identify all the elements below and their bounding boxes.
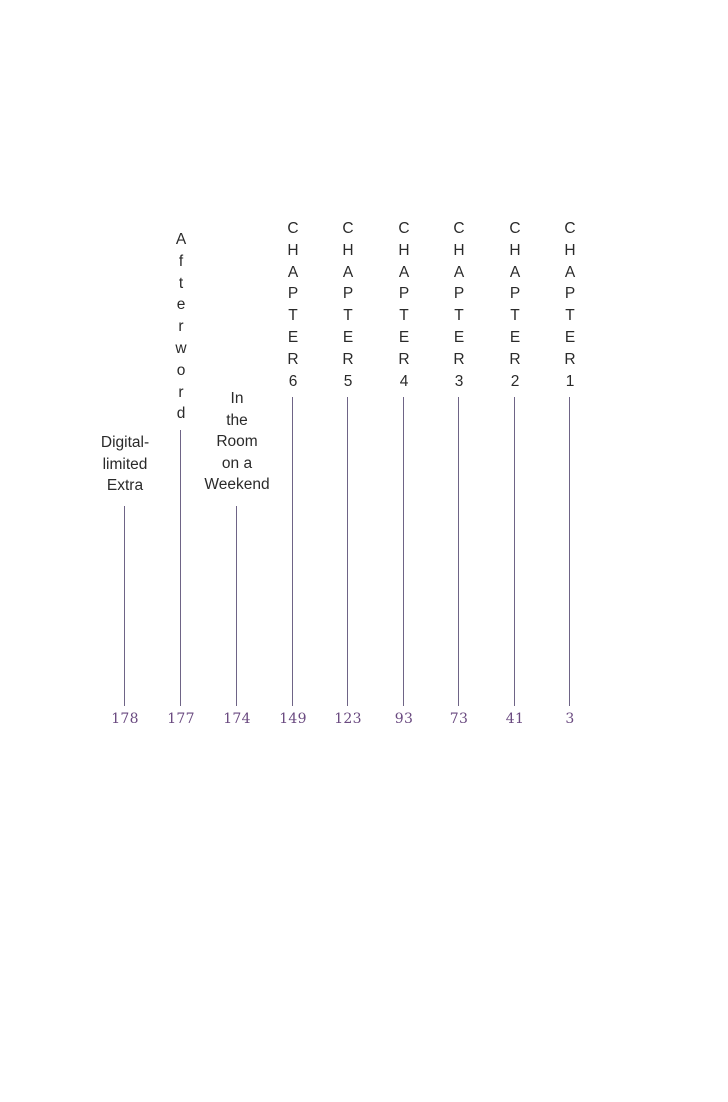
title-glyph: A <box>342 263 354 281</box>
title-glyph: e <box>176 296 186 314</box>
toc-title-chapter-1 <box>535 218 605 392</box>
toc-page-room-weekend: 174 <box>223 711 251 727</box>
title-glyph: A <box>287 263 299 281</box>
title-glyph: 6 <box>288 372 298 390</box>
toc-rule-chapter-5 <box>347 397 348 706</box>
toc-page-chapter-3: 73 <box>449 711 469 727</box>
title-glyph: d <box>176 405 186 423</box>
title-glyph: E <box>453 328 465 346</box>
toc-rule-chapter-4 <box>403 397 404 706</box>
title-glyph: H <box>398 241 410 259</box>
title-glyph: T <box>399 307 409 325</box>
title-glyph: C <box>509 220 521 237</box>
title-glyph: o <box>176 361 186 379</box>
title-glyph: P <box>453 285 465 303</box>
title-glyph: E <box>509 328 521 346</box>
toc-page-chapter-2: 41 <box>505 711 525 727</box>
toc-title-room-weekend: In the Room on a Weekend <box>204 390 270 493</box>
title-glyph: P <box>287 285 299 303</box>
title-glyph: 5 <box>343 372 353 390</box>
title-glyph: 2 <box>510 372 520 390</box>
title-glyph: C <box>564 220 576 237</box>
title-glyph: T <box>343 307 353 325</box>
toc-page-digital-extra: 178 <box>111 711 139 727</box>
toc-entry-chapter-1[interactable] <box>535 0 605 740</box>
toc-rule-room-weekend <box>236 506 237 706</box>
title-glyph: R <box>342 350 354 368</box>
title-glyph: R <box>453 350 465 368</box>
title-glyph: P <box>509 285 521 303</box>
title-glyph: T <box>565 307 575 325</box>
title-glyph: P <box>398 285 410 303</box>
toc-rule-chapter-3 <box>458 397 459 706</box>
title-glyph: t <box>178 274 184 292</box>
title-glyph: 3 <box>454 372 464 390</box>
toc-page-chapter-1: 3 <box>565 711 575 727</box>
title-glyph: A <box>509 263 521 281</box>
title-glyph: R <box>564 350 576 368</box>
title-glyph: 4 <box>399 372 409 390</box>
title-glyph: P <box>564 285 576 303</box>
title-glyph: H <box>453 241 465 259</box>
toc-page-chapter-4: 93 <box>394 711 414 727</box>
title-glyph: r <box>178 318 184 336</box>
title-glyph: P <box>342 285 354 303</box>
title-glyph: A <box>398 263 410 281</box>
title-glyph: C <box>287 220 299 237</box>
title-glyph: T <box>510 307 520 325</box>
toc-page-chapter-6: 149 <box>279 711 307 727</box>
title-glyph: 1 <box>565 372 575 390</box>
title-glyph: C <box>342 220 354 237</box>
title-glyph: T <box>288 307 298 325</box>
title-glyph: E <box>287 328 299 346</box>
toc-rule-chapter-1 <box>569 397 570 706</box>
title-glyph: C <box>398 220 410 237</box>
title-glyph: E <box>398 328 410 346</box>
title-glyph: T <box>454 307 464 325</box>
title-glyph: R <box>287 350 299 368</box>
title-glyph: E <box>342 328 354 346</box>
toc-title-digital-extra: Digital- limited Extra <box>100 434 150 494</box>
title-glyph: R <box>509 350 521 368</box>
toc-rule-afterword <box>180 430 181 706</box>
title-glyph: H <box>509 241 521 259</box>
toc-page-chapter-5: 123 <box>334 711 362 727</box>
toc-page-afterword: 177 <box>167 711 195 727</box>
title-glyph: H <box>287 241 299 259</box>
title-glyph: r <box>178 383 184 401</box>
title-glyph: w <box>175 339 187 357</box>
toc-rule-chapter-2 <box>514 397 515 706</box>
title-glyph: H <box>342 241 354 259</box>
title-glyph: C <box>453 220 465 237</box>
toc-rule-chapter-6 <box>292 397 293 706</box>
title-glyph: E <box>564 328 576 346</box>
title-glyph: A <box>453 263 465 281</box>
toc-rule-digital-extra <box>124 506 125 706</box>
title-glyph: f <box>178 252 184 270</box>
title-glyph: R <box>398 350 410 368</box>
title-glyph: A <box>175 231 187 248</box>
title-glyph: H <box>564 241 576 259</box>
title-glyph: A <box>564 263 576 281</box>
